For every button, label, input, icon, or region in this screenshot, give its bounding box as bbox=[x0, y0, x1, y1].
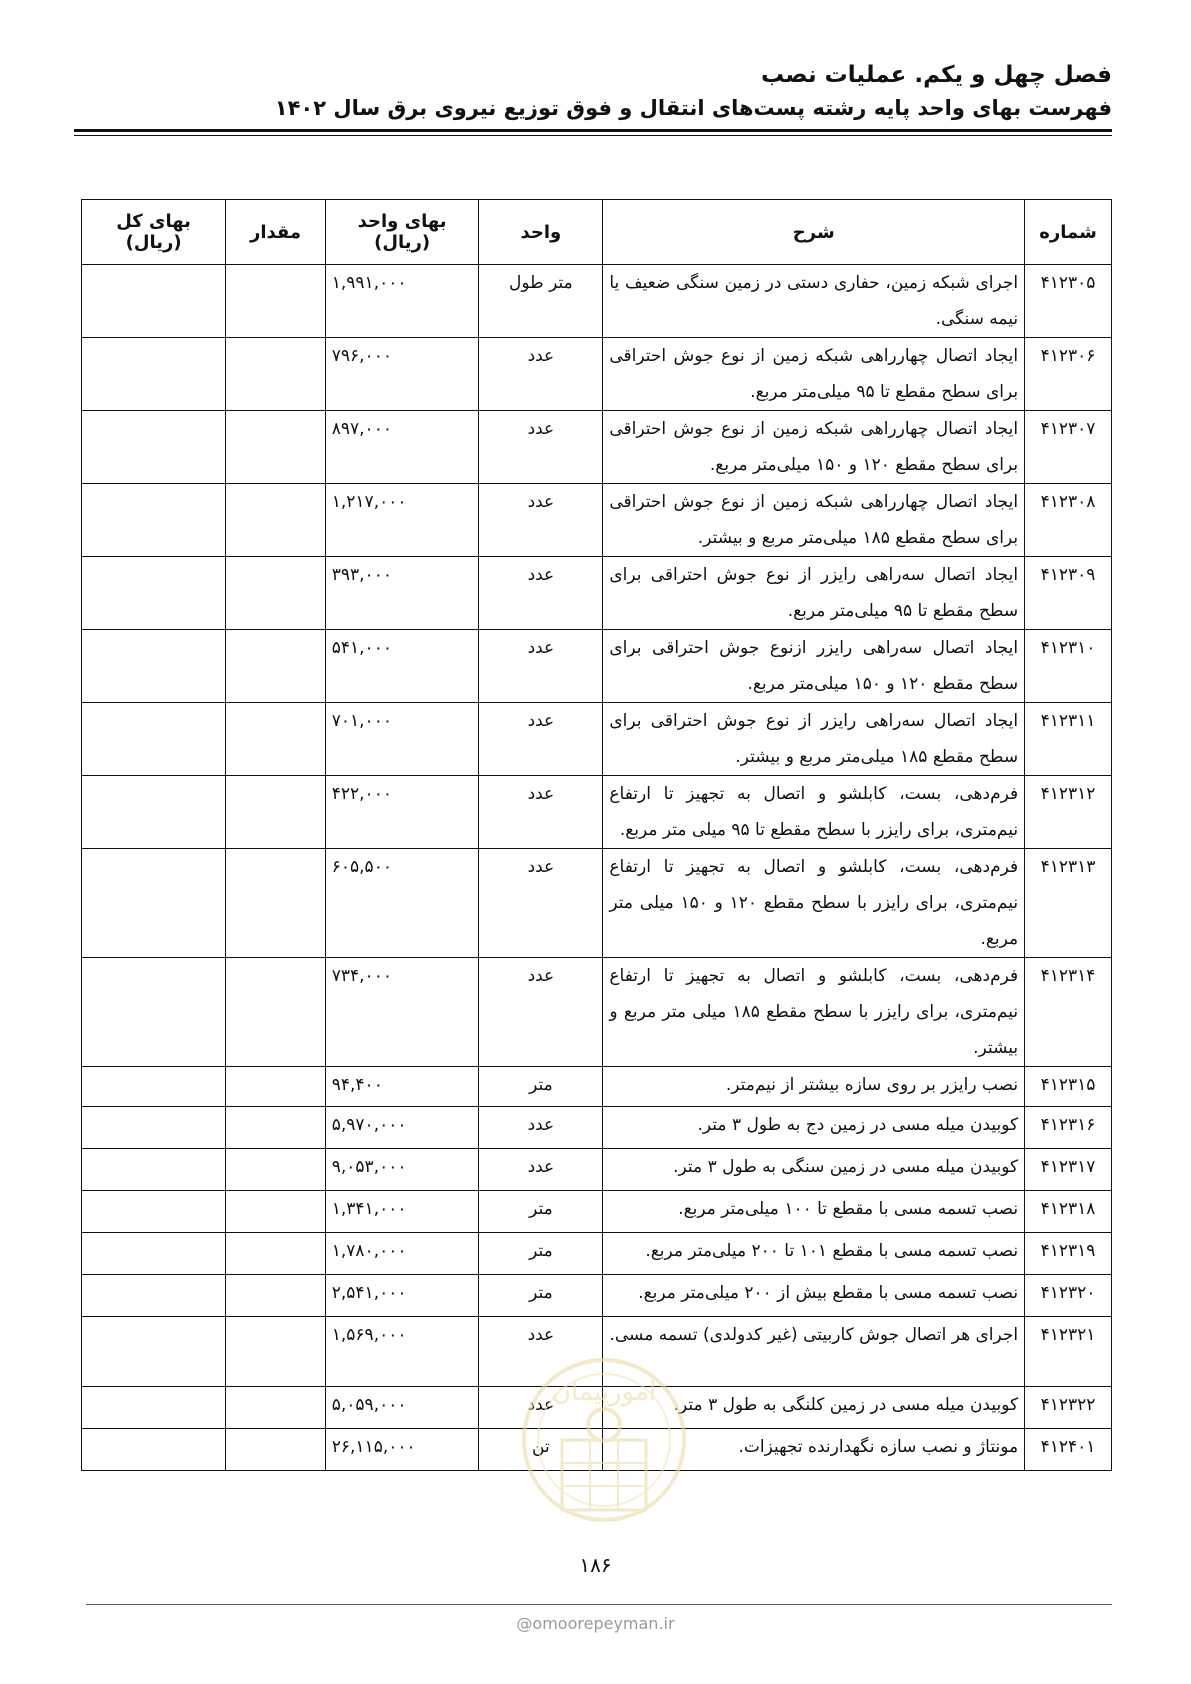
item-unit-price: ۲,۵۴۱,۰۰۰ bbox=[325, 1275, 479, 1317]
item-quantity bbox=[226, 1233, 326, 1275]
item-quantity bbox=[226, 338, 326, 411]
table-row bbox=[82, 1233, 1112, 1275]
item-total-price bbox=[82, 1191, 226, 1233]
item-unit: عدد bbox=[479, 1107, 603, 1149]
item-unit-price: ۹۴,۴۰۰ bbox=[325, 1067, 479, 1107]
item-description: اجرای شبکه زمین، حفاری دستی در زمین سنگی ضعیف یا نیمه سنگی. bbox=[603, 265, 1025, 338]
col-header-total-price: بهای کل (ریال) bbox=[82, 200, 226, 265]
item-unit: عدد bbox=[479, 776, 603, 849]
table-row bbox=[82, 411, 1112, 484]
item-number: ۴۱۲۳۰۵ bbox=[1025, 265, 1112, 338]
item-description: ایجاد اتصال سه‌راهی رایزر از نوع جوش احتراقی برای سطح مقطع تا ۹۵ میلی‌متر مربع. bbox=[603, 557, 1025, 630]
item-quantity bbox=[226, 1275, 326, 1317]
item-total-price bbox=[82, 557, 226, 630]
item-unit-price: ۵,۰۵۹,۰۰۰ bbox=[325, 1387, 479, 1429]
item-quantity bbox=[226, 1149, 326, 1191]
table-row bbox=[82, 265, 1112, 338]
table-row bbox=[82, 1149, 1112, 1191]
item-quantity bbox=[226, 1191, 326, 1233]
item-unit: عدد bbox=[479, 338, 603, 411]
item-unit: متر bbox=[479, 1275, 603, 1317]
document-subtitle: فهرست بهای واحد پایه رشته پست‌های انتقال و فوق توزیع نیروی برق سال ۱۴۰۲ bbox=[274, 96, 1112, 120]
item-unit: تن bbox=[479, 1429, 603, 1471]
item-unit: عدد bbox=[479, 1387, 603, 1429]
header-rule-thick bbox=[74, 129, 1112, 132]
item-number: ۴۱۲۳۱۰ bbox=[1025, 630, 1112, 703]
item-total-price bbox=[82, 958, 226, 1067]
item-quantity bbox=[226, 1387, 326, 1429]
item-quantity bbox=[226, 849, 326, 958]
item-unit-price: ۷۳۴,۰۰۰ bbox=[325, 958, 479, 1067]
item-unit-price: ۶۰۵,۵۰۰ bbox=[325, 849, 479, 958]
col-header-unit-price: بهای واحد (ریال) bbox=[325, 200, 479, 265]
item-unit-price: ۸۹۷,۰۰۰ bbox=[325, 411, 479, 484]
item-number: ۴۱۲۳۱۲ bbox=[1025, 776, 1112, 849]
item-unit: عدد bbox=[479, 557, 603, 630]
item-number: ۴۱۲۳۲۰ bbox=[1025, 1275, 1112, 1317]
item-quantity bbox=[226, 630, 326, 703]
item-description: نصب تسمه مسی با مقطع بیش از ۲۰۰ میلی‌متر مربع. bbox=[603, 1275, 1025, 1317]
item-total-price bbox=[82, 1233, 226, 1275]
table-row bbox=[82, 703, 1112, 776]
item-number: ۴۱۲۳۲۲ bbox=[1025, 1387, 1112, 1429]
item-number: ۴۱۲۳۱۴ bbox=[1025, 958, 1112, 1067]
item-description: فرم‌دهی، بست، کابلشو و اتصال به تجهیز تا ارتفاع نیم‌متری، برای رایزر با سطح مقطع تا ۹۵ میلی متر مربع. bbox=[603, 776, 1025, 849]
item-unit: متر طول bbox=[479, 265, 603, 338]
page-number: ۱۸۶ bbox=[579, 1553, 612, 1577]
watermark-logo bbox=[512, 1345, 697, 1545]
item-quantity bbox=[226, 703, 326, 776]
item-number: ۴۱۲۳۱۵ bbox=[1025, 1067, 1112, 1107]
item-description: نصب تسمه مسی با مقطع تا ۱۰۰ میلی‌متر مربع. bbox=[603, 1191, 1025, 1233]
table-header-row bbox=[82, 200, 1112, 265]
item-description: نصب تسمه مسی با مقطع ۱۰۱ تا ۲۰۰ میلی‌متر مربع. bbox=[603, 1233, 1025, 1275]
item-quantity bbox=[226, 1429, 326, 1471]
item-unit: عدد bbox=[479, 703, 603, 776]
item-description: کوبیدن میله مسی در زمین سنگی به طول ۳ متر. bbox=[603, 1149, 1025, 1191]
item-unit-price: ۴۲۲,۰۰۰ bbox=[325, 776, 479, 849]
item-number: ۴۱۲۳۱۹ bbox=[1025, 1233, 1112, 1275]
item-quantity bbox=[226, 557, 326, 630]
item-unit: عدد bbox=[479, 958, 603, 1067]
item-description: ایجاد اتصال چهارراهی شبکه زمین از نوع جوش احتراقی برای سطح مقطع ۱۸۵ میلی‌متر مربع و بیشتر. bbox=[603, 484, 1025, 557]
item-total-price bbox=[82, 484, 226, 557]
item-unit-price: ۳۹۳,۰۰۰ bbox=[325, 557, 479, 630]
item-unit: عدد bbox=[479, 849, 603, 958]
item-unit-price: ۱,۳۴۱,۰۰۰ bbox=[325, 1191, 479, 1233]
item-total-price bbox=[82, 1149, 226, 1191]
item-number: ۴۱۲۳۰۸ bbox=[1025, 484, 1112, 557]
header-rule-thin bbox=[74, 135, 1112, 136]
col-header-quantity: مقدار bbox=[226, 200, 326, 265]
item-quantity bbox=[226, 1067, 326, 1107]
item-unit: متر bbox=[479, 1191, 603, 1233]
table-row bbox=[82, 1067, 1112, 1107]
item-unit-price: ۵۴۱,۰۰۰ bbox=[325, 630, 479, 703]
item-unit-price: ۱,۵۶۹,۰۰۰ bbox=[325, 1317, 479, 1387]
item-quantity bbox=[226, 484, 326, 557]
item-total-price bbox=[82, 1429, 226, 1471]
item-unit-price: ۷۰۱,۰۰۰ bbox=[325, 703, 479, 776]
item-description: کوبیدن میله مسی در زمین دج به طول ۳ متر. bbox=[603, 1107, 1025, 1149]
item-unit: متر bbox=[479, 1233, 603, 1275]
footer-rule bbox=[86, 1604, 1112, 1605]
item-description: اجرای هر اتصال جوش کاربیتی (غیر کدولدی) تسمه مسی. bbox=[603, 1317, 1025, 1387]
col-header-number: شماره bbox=[1025, 200, 1112, 265]
table-row bbox=[82, 1191, 1112, 1233]
item-unit-price: ۱,۹۹۱,۰۰۰ bbox=[325, 265, 479, 338]
item-unit: عدد bbox=[479, 411, 603, 484]
page-header bbox=[72, 58, 1112, 124]
table-row bbox=[82, 958, 1112, 1067]
item-unit-price: ۲۶,۱۱۵,۰۰۰ bbox=[325, 1429, 479, 1471]
item-total-price bbox=[82, 411, 226, 484]
item-unit: عدد bbox=[479, 630, 603, 703]
table-row bbox=[82, 776, 1112, 849]
item-description: ایجاد اتصال سه‌راهی رایزر ازنوع جوش احتراقی برای سطح مقطع ۱۲۰ و ۱۵۰ میلی‌متر مربع. bbox=[603, 630, 1025, 703]
col-header-unit: واحد bbox=[479, 200, 603, 265]
table-row bbox=[82, 849, 1112, 958]
price-table bbox=[81, 199, 1112, 1471]
item-quantity bbox=[226, 411, 326, 484]
item-total-price bbox=[82, 338, 226, 411]
item-total-price bbox=[82, 1275, 226, 1317]
item-total-price bbox=[82, 1317, 226, 1387]
item-number: ۴۱۲۳۰۹ bbox=[1025, 557, 1112, 630]
table-row bbox=[82, 630, 1112, 703]
chapter-title: فصل چهل و یکم. عملیات نصب bbox=[761, 62, 1112, 88]
item-number: ۴۱۲۳۰۶ bbox=[1025, 338, 1112, 411]
item-number: ۴۱۲۳۱۳ bbox=[1025, 849, 1112, 958]
item-number: ۴۱۲۳۲۱ bbox=[1025, 1317, 1112, 1387]
item-number: ۴۱۲۳۱۷ bbox=[1025, 1149, 1112, 1191]
item-quantity bbox=[226, 958, 326, 1067]
item-description: مونتاژ و نصب سازه نگهدارنده تجهیزات. bbox=[603, 1429, 1025, 1471]
item-total-price bbox=[82, 776, 226, 849]
item-description: فرم‌دهی، بست، کابلشو و اتصال به تجهیز تا ارتفاع نیم‌متری، برای رایزر با سطح مقطع ۱۸۵ میلی متر مربع و بیشتر. bbox=[603, 958, 1025, 1067]
item-quantity bbox=[226, 1317, 326, 1387]
item-description: ایجاد اتصال سه‌راهی رایزر از نوع جوش احتراقی برای سطح مقطع ۱۸۵ میلی‌متر مربع و بیشتر. bbox=[603, 703, 1025, 776]
table-row bbox=[82, 1107, 1112, 1149]
item-description: کوبیدن میله مسی در زمین کلنگی به طول ۳ متر. bbox=[603, 1387, 1025, 1429]
table-row bbox=[82, 1275, 1112, 1317]
item-description: فرم‌دهی، بست، کابلشو و اتصال به تجهیز تا ارتفاع نیم‌متری، برای رایزر با سطح مقطع ۱۲۰ و ۱۵۰ میلی متر مربع. bbox=[603, 849, 1025, 958]
table-row bbox=[82, 557, 1112, 630]
item-total-price bbox=[82, 265, 226, 338]
item-number: ۴۱۲۳۱۶ bbox=[1025, 1107, 1112, 1149]
item-description: نصب رایزر بر روی سازه بیشتر از نیم‌متر. bbox=[603, 1067, 1025, 1107]
item-total-price bbox=[82, 849, 226, 958]
item-number: ۴۱۲۳۰۷ bbox=[1025, 411, 1112, 484]
col-header-description: شرح bbox=[603, 200, 1025, 265]
item-total-price bbox=[82, 1067, 226, 1107]
item-unit: متر bbox=[479, 1067, 603, 1107]
footer-site-url: @omoorepeyman.ir bbox=[516, 1614, 675, 1633]
table-row bbox=[82, 484, 1112, 557]
item-number: ۴۱۲۳۱۱ bbox=[1025, 703, 1112, 776]
item-quantity bbox=[226, 776, 326, 849]
item-unit: عدد bbox=[479, 1149, 603, 1191]
item-total-price bbox=[82, 703, 226, 776]
item-number: ۴۱۲۳۱۸ bbox=[1025, 1191, 1112, 1233]
item-unit: عدد bbox=[479, 1317, 603, 1387]
item-total-price bbox=[82, 1107, 226, 1149]
item-total-price bbox=[82, 1387, 226, 1429]
item-total-price bbox=[82, 630, 226, 703]
item-unit: عدد bbox=[479, 484, 603, 557]
item-unit-price: ۱,۲۱۷,۰۰۰ bbox=[325, 484, 479, 557]
item-unit-price: ۱,۷۸۰,۰۰۰ bbox=[325, 1233, 479, 1275]
watermark-text: امورپیمان bbox=[551, 1377, 657, 1407]
table-row bbox=[82, 338, 1112, 411]
item-unit-price: ۵,۹۷۰,۰۰۰ bbox=[325, 1107, 479, 1149]
item-description: ایجاد اتصال چهارراهی شبکه زمین از نوع جوش احتراقی برای سطح مقطع ۱۲۰ و ۱۵۰ میلی‌متر مربع. bbox=[603, 411, 1025, 484]
item-number: ۴۱۲۴۰۱ bbox=[1025, 1429, 1112, 1471]
item-quantity bbox=[226, 265, 326, 338]
item-quantity bbox=[226, 1107, 326, 1149]
item-unit-price: ۷۹۶,۰۰۰ bbox=[325, 338, 479, 411]
item-unit-price: ۹,۰۵۳,۰۰۰ bbox=[325, 1149, 479, 1191]
item-description: ایجاد اتصال چهارراهی شبکه زمین از نوع جوش احتراقی برای سطح مقطع تا ۹۵ میلی‌متر مربع. bbox=[603, 338, 1025, 411]
